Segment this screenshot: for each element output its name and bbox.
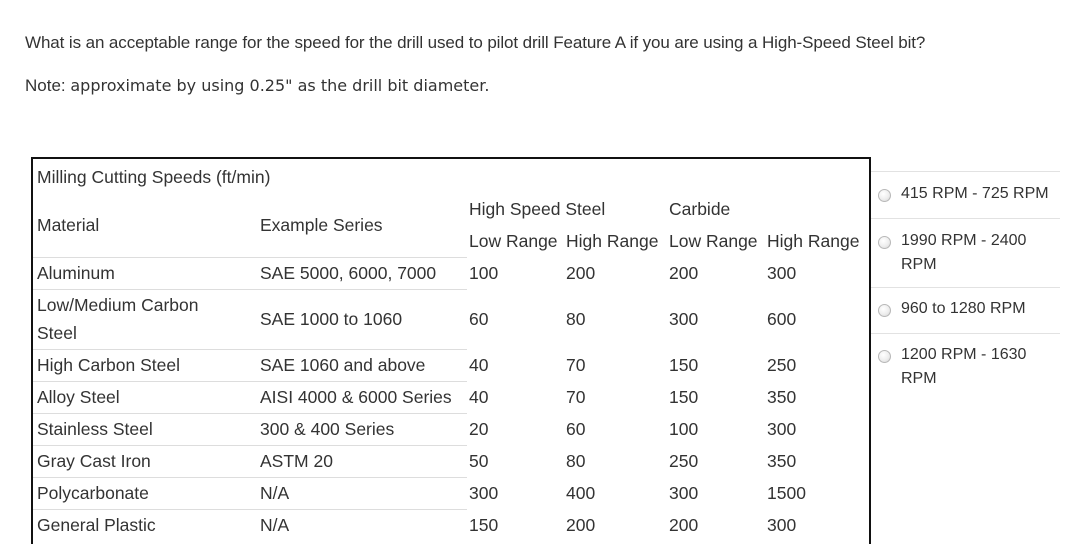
carbide-group-header: Carbide xyxy=(669,199,731,219)
row-divider xyxy=(33,349,467,350)
table-cell-hss-low: 20 xyxy=(469,419,489,439)
table-cell-carbide-low: 250 xyxy=(669,451,699,471)
row-divider xyxy=(33,445,467,446)
table-cell-hss-low: 40 xyxy=(469,387,489,407)
table-cell-series: 300 & 400 Series xyxy=(260,419,395,439)
hss-high-header: High Range xyxy=(566,231,659,251)
table-cell-series: SAE 1000 to 1060 xyxy=(260,309,403,329)
table-cell-hss-low: 40 xyxy=(469,355,489,375)
answer-option-label: 960 to 1280 RPM xyxy=(901,300,1026,317)
table-cell-material-cont: Steel xyxy=(37,323,77,343)
row-divider xyxy=(33,413,467,414)
table-cell-carbide-high: 250 xyxy=(767,355,797,375)
cutting-speeds-table xyxy=(31,157,871,544)
table-cell-material: Aluminum xyxy=(37,263,115,283)
table-cell-carbide-low: 100 xyxy=(669,419,699,439)
answer-option[interactable] xyxy=(871,171,1060,218)
table-cell-series: SAE 5000, 6000, 7000 xyxy=(260,263,437,283)
series-header: Example Series xyxy=(260,215,383,235)
hss-low-header: Low Range xyxy=(469,231,558,251)
radio-button[interactable] xyxy=(878,189,891,202)
note-body: approximate by using 0.25" as the drill bit diameter. xyxy=(70,76,490,95)
row-divider xyxy=(33,381,467,382)
table-cell-carbide-low: 200 xyxy=(669,263,699,283)
answer-options xyxy=(871,171,1060,402)
row-divider xyxy=(33,257,467,258)
table-cell-carbide-high: 300 xyxy=(767,515,797,535)
table-cell-material: Stainless Steel xyxy=(37,419,153,439)
table-cell-material: High Carbon Steel xyxy=(37,355,180,375)
table-cell-material: Alloy Steel xyxy=(37,387,120,407)
table-cell-series: N/A xyxy=(260,483,290,503)
table-cell-material: Gray Cast Iron xyxy=(37,451,151,471)
table-cell-hss-high: 80 xyxy=(566,309,586,329)
radio-button[interactable] xyxy=(878,236,891,249)
radio-button[interactable] xyxy=(878,304,891,317)
answer-option[interactable] xyxy=(871,218,1060,287)
table-title: Milling Cutting Speeds (ft/min) xyxy=(37,167,271,187)
answer-option[interactable] xyxy=(871,333,1060,402)
row-divider xyxy=(33,289,467,290)
table-cell-hss-high: 200 xyxy=(566,515,596,535)
table-cell-carbide-high: 600 xyxy=(767,309,797,329)
table-cell-hss-high: 200 xyxy=(566,263,596,283)
table-cell-hss-low: 150 xyxy=(469,515,499,535)
table-cell-carbide-high: 300 xyxy=(767,263,797,283)
table-cell-carbide-high: 300 xyxy=(767,419,797,439)
table-cell-hss-high: 80 xyxy=(566,451,586,471)
table-cell-carbide-high: 350 xyxy=(767,387,797,407)
row-divider xyxy=(33,509,467,510)
answer-option-label-cont: RPM xyxy=(901,370,937,387)
radio-button[interactable] xyxy=(878,350,891,363)
table-cell-material: Low/Medium Carbon xyxy=(37,295,199,315)
table-cell-carbide-high: 350 xyxy=(767,451,797,471)
table-cell-carbide-low: 150 xyxy=(669,355,699,375)
table-cell-carbide-low: 300 xyxy=(669,309,699,329)
table-cell-series: N/A xyxy=(260,515,290,535)
row-divider xyxy=(33,477,467,478)
table-cell-hss-low: 300 xyxy=(469,483,499,503)
table-cell-hss-high: 70 xyxy=(566,387,586,407)
carbide-high-header: High Range xyxy=(767,231,860,251)
table-cell-series: ASTM 20 xyxy=(260,451,333,471)
answer-option[interactable] xyxy=(871,287,1060,333)
table-cell-carbide-low: 300 xyxy=(669,483,699,503)
table-cell-material: Polycarbonate xyxy=(37,483,149,503)
table-cell-hss-low: 60 xyxy=(469,309,489,329)
material-header: Material xyxy=(37,215,100,235)
table-cell-carbide-high: 1500 xyxy=(767,483,806,503)
question-text: What is an acceptable range for the speed for the drill used to pilot drill Feature A if you are using a High-Speed Steel bit? xyxy=(25,33,926,52)
table-cell-hss-high: 400 xyxy=(566,483,596,503)
note-prefix: Note: xyxy=(25,76,71,95)
answer-option-label: 415 RPM - 725 RPM xyxy=(901,185,1049,202)
hss-group-header: High Speed Steel xyxy=(469,199,606,219)
table-cell-carbide-low: 150 xyxy=(669,387,699,407)
table-cell-material: General Plastic xyxy=(37,515,156,535)
table-cell-hss-low: 100 xyxy=(469,263,499,283)
note-text xyxy=(25,76,489,96)
table-cell-series: SAE 1060 and above xyxy=(260,355,426,375)
table-cell-series: AISI 4000 & 6000 Series xyxy=(260,387,452,407)
table-cell-hss-high: 70 xyxy=(566,355,586,375)
answer-option-label: 1200 RPM - 1630 xyxy=(901,346,1027,363)
answer-option-label-cont: RPM xyxy=(901,256,937,273)
table-cell-carbide-low: 200 xyxy=(669,515,699,535)
table-cell-hss-low: 50 xyxy=(469,451,489,471)
carbide-low-header: Low Range xyxy=(669,231,758,251)
answer-option-label: 1990 RPM - 2400 xyxy=(901,232,1027,249)
table-cell-hss-high: 60 xyxy=(566,419,586,439)
